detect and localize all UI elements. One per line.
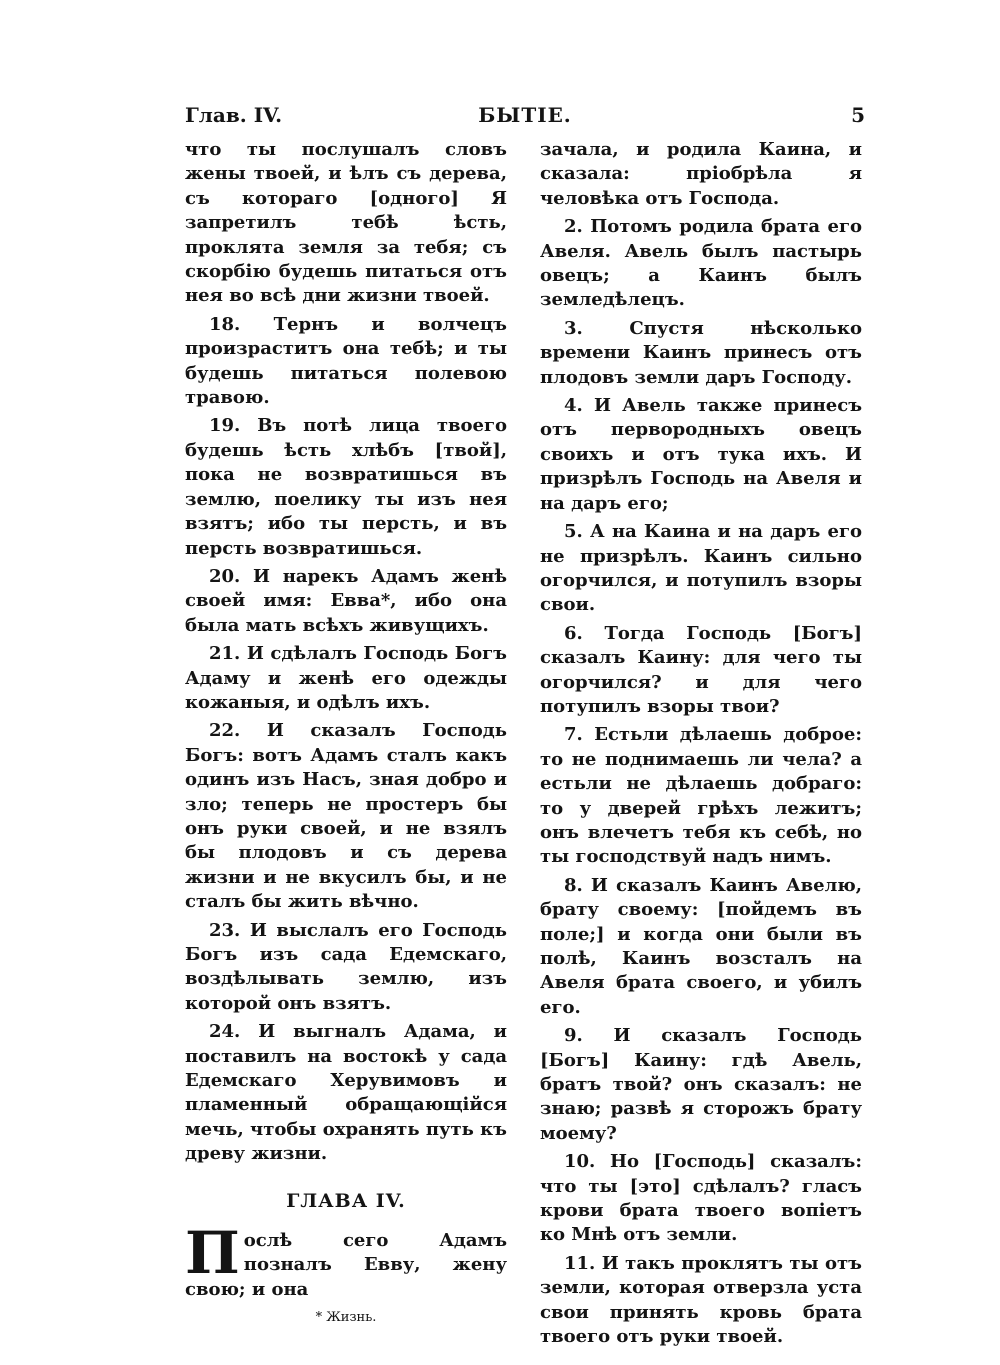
verse-4: 4. И Авель также принесъ отъ первородныхъ овецъ своихъ и отъ тука ихъ. И призрѣлъ Господь на Авеля и на даръ его; [540, 395, 862, 514]
verse-1-continuation: зачала, и родила Каина, и сказала: пріобрѣла я человѣка отъ Господа. [540, 139, 862, 209]
book-title: БЫТІЕ. [478, 103, 572, 127]
verse-11: 11. И такъ проклятъ ты отъ земли, которая отверзла уста свои принять кровь брата твоего отъ руки твоей. [540, 1252, 862, 1348]
verse-22: 22. И сказалъ Господь Богъ: вотъ Адамъ сталъ какъ одинъ изъ Насъ, зная добро и зло; теперь не простеръ бы онъ руки своей, и не взялъ бы плодовъ и съ дерева жизни и не вкусилъ бы, и не сталъ бы жить вѣчно. [185, 720, 507, 913]
drop-cap: П [185, 1219, 240, 1288]
verse-18: 18. Тернъ и волчецъ произраститъ она тебѣ; и ты будешь питаться полевою травою. [185, 313, 507, 409]
verse-19: 19. Въ потѣ лица твоего будешь ѣсть хлѣбъ [твой], пока не возвратишься въ землю, поелику ты изъ нея взятъ; ибо ты персть, и въ персть возвратишься. [185, 415, 507, 559]
left-column [185, 138, 507, 1331]
chapter-opening-text: ослѣ сего Адамъ позналъ Евву, жену свою; и она [185, 1230, 507, 1300]
right-column [540, 138, 862, 1350]
verse-6: 6. Тогда Господь [Богъ] сказалъ Каину: для чего ты огорчился? и для чего потупилъ взоры твои? [540, 622, 862, 717]
verse-3: 3. Спустя нѣсколько времени Каинъ принесъ отъ плодовъ земли даръ Господу. [540, 317, 862, 388]
verse-24: 24. И выгналъ Адама, и поставилъ на востокѣ у сада Едемскаго Херувимовъ и пламенный обращающійся мечь, чтобы охранять путь къ древу жизни. [185, 1021, 507, 1165]
verse-5: 5. А на Каина и на даръ его не призрѣлъ. Каинъ сильно огорчился, и потупилъ взоры свои. [540, 521, 862, 616]
verse-20: 20. И нарекъ Адамъ женѣ своей имя: Евва*, ибо она была мать всѣхъ живущихъ. [185, 565, 507, 636]
verse-21: 21. И сдѣлалъ Господь Богъ Адаму и женѣ его одежды кожаныя, и одѣлъ ихъ. [185, 643, 507, 713]
verse-9: 9. И сказалъ Господь [Богъ] Каину: гдѣ Авель, братъ твой? онъ сказалъ: не знаю; развѣ я сторожъ брату моему? [540, 1025, 862, 1144]
chapter-reference: Глав. IV. [185, 103, 283, 127]
verse-23: 23. И выслалъ его Господь Богъ изъ сада Едемскаго, воздѣлывать землю, изъ которой онъ взятъ. [185, 919, 507, 1014]
verse-7: 7. Естьли дѣлаешь доброе: то не поднимаешь ли чела? а естьли не дѣлаешь добраго: то у дверей грѣхъ лежитъ; онъ влечетъ тебя къ себѣ, но ты господствуй надъ нимъ. [540, 724, 862, 868]
running-header [185, 103, 865, 135]
chapter-title: ГЛАВА IV. [286, 1189, 406, 1212]
chapter-opening [185, 1219, 507, 1302]
verse-8: 8. И сказалъ Каинъ Авелю, брату своему: [пойдемъ въ поле;] и когда они были въ полѣ, Каинъ возсталъ на Авеля брата своего, и убилъ его. [540, 874, 862, 1018]
verse-continuation: что ты послушалъ словъ жены твоей, и ѣлъ съ дерева, съ котораго [одного] Я запретилъ тебѣ ѣсть, проклята земля за тебя; съ скорбію будешь питаться отъ нея во всѣ дни жизни твоей. [185, 139, 507, 307]
footnote: * Жизнь. [315, 1310, 377, 1326]
page-number: 5 [851, 103, 865, 127]
verse-10: 10. Но [Господь] сказалъ: что ты [это] сдѣлалъ? гласъ крови брата твоего вопіетъ ко Мнѣ отъ земли. [540, 1151, 862, 1246]
verse-2: 2. Потомъ родила брата его Авеля. Авель былъ пастырь овецъ; а Каинъ былъ земледѣлецъ. [540, 216, 862, 311]
